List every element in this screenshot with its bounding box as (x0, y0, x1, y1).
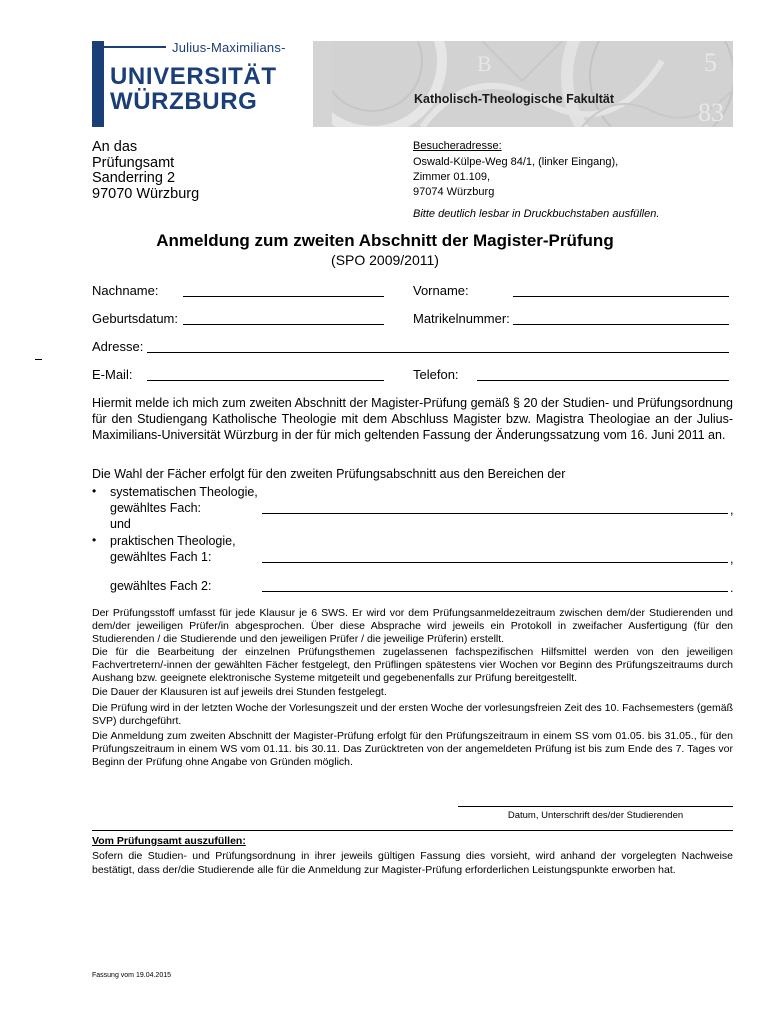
office-heading: Vom Prüfungsamt auszufüllen: (92, 835, 246, 847)
und-text: und (110, 517, 131, 531)
bullet-systematic: systematischen Theologie, (110, 485, 258, 499)
rule-duration: Die Dauer der Klausuren ist auf jeweils drei Stunden festgelegt. (92, 686, 387, 698)
fach2-label: gewähltes Fach 2: (110, 579, 212, 593)
bullet-dot: • (92, 484, 97, 498)
recipient-line4: 97070 Würzburg (92, 186, 200, 202)
office-text: Sofern die Studien- und Prüfungsordnung in ihrer jeweils gültigen Fassung dies vorsieht, wird anhand der vorgelegten Nachweise bestätigt, dass der/die Studierende alle für die Anmeldung zur Magister-Prüfung erforderlichen Leistungspunkte erworben hat. (92, 850, 733, 876)
form-subtitle: (SPO 2009/2011) (331, 252, 439, 268)
svg-text:5: 5 (704, 48, 717, 77)
geburtsdatum-label: Geburtsdatum: (92, 311, 178, 326)
version-footer: Fassung vom 19.04.2015 (92, 972, 171, 979)
signature-caption: Datum, Unterschrift des/der Studierenden (507, 810, 684, 821)
svg-text:B: B (477, 51, 492, 76)
rule-scope: Der Prüfungsstoff umfasst für jede Klausur je 6 SWS. Er wird vor dem Prüfungsanmeldezeitraum zwischen dem/der Studierenden und dem/der jeweiligen Prüfer/in abgesprochen. Über diese Absprache wird jeweils ein Protokoll in zweifacher Ausfertigung (für den Studierenden / die Studierende und den jeweiligen Prüfer / die jeweilige Prüferin) erstellt. (92, 607, 733, 645)
fach-field[interactable] (262, 513, 728, 514)
rule-aids: Die für die Bearbeitung der einzelnen Prüfungsthemen zugelassenen fachspezifischen Hilfsmittel werden von den jeweiligen Fachvertretern/-innen der gewählten Fächer festgelegt, den Prüflingen spätestens vier Wochen vor Beginn des Prüfungszeitraums durch Aushang bzw. geeignete elektronische Systeme mitgeteilt und gegebenenfalls zur Prüfung bereitgestellt. (92, 646, 733, 684)
telefon-label: Telefon: (413, 367, 459, 382)
margin-mark (35, 359, 42, 360)
email-label: E-Mail: (92, 367, 133, 382)
recipient-line2: Prüfungsamt (92, 155, 175, 171)
signature-field[interactable] (458, 806, 733, 807)
fach-comma: , (730, 503, 734, 517)
nachname-label: Nachname: (92, 283, 159, 298)
visitor-line1: Oswald-Külpe-Weg 84/1, (linker Eingang), (413, 156, 619, 168)
subject-choice-text: Die Wahl der Fächer erfolgt für den zweiten Prüfungsabschnitt aus den Bereichen der (92, 467, 566, 481)
fach1-field[interactable] (262, 562, 728, 563)
fill-instruction: Bitte deutlich lesbar in Druckbuchstaben ausfüllen. (413, 208, 660, 220)
geburtsdatum-field[interactable] (183, 324, 384, 325)
visitor-line2: Zimmer 01.109, (413, 171, 491, 183)
svg-text:83: 83 (698, 98, 724, 127)
email-field[interactable] (147, 380, 384, 381)
university-header (92, 41, 733, 127)
logo-line3: WÜRZBURG (110, 88, 258, 115)
fach2-field[interactable] (262, 591, 728, 592)
matrikelnummer-field[interactable] (513, 324, 729, 325)
form-title: Anmeldung zum zweiten Abschnitt der Magister-Prüfung (156, 231, 614, 250)
vorname-field[interactable] (513, 296, 729, 297)
fach1-label: gewähltes Fach 1: (110, 550, 212, 564)
visitor-heading: Besucheradresse: (413, 140, 502, 152)
nachname-field[interactable] (183, 296, 384, 297)
fach1-comma: , (730, 552, 734, 566)
university-seal-image (332, 41, 733, 127)
visitor-line3: 97074 Würzburg (413, 186, 495, 198)
rule-timing: Die Prüfung wird in der letzten Woche der Vorlesungszeit und der ersten Woche der vorlesungsfreien Zeit des 10. Fachsemesters (gemäß SVP) durchgeführt. (92, 702, 734, 727)
fach2-period: . (730, 581, 734, 595)
university-logo (92, 41, 313, 127)
bullet-dot: • (92, 533, 97, 547)
bullet-practical: praktischen Theologie, (110, 534, 236, 548)
fach-label: gewähltes Fach: (110, 501, 202, 515)
logo-line1: Julius-Maximilians- (172, 41, 286, 55)
recipient-line3: Sanderring 2 (92, 170, 176, 186)
declaration-text: Hiermit melde ich mich zum zweiten Abschnitt der Magister-Prüfung gemäß § 20 der Studien- und Prüfungsordnung für den Studiengang Katholische Theologie mit dem Abschluss Magister bzw. Magistra Theologiae an der Julius-Maximilians-Universität Würzburg in der für mich geltenden Fassung der Änderungssatzung vom 16. Juni 2011 an. (92, 396, 733, 442)
adresse-field[interactable] (147, 352, 729, 353)
telefon-field[interactable] (477, 380, 729, 381)
logo-line2: UNIVERSITÄT (110, 63, 277, 90)
office-divider (92, 830, 733, 831)
matrikelnummer-label: Matrikelnummer: (413, 311, 510, 326)
vorname-label: Vorname: (413, 283, 469, 298)
rule-registration: Die Anmeldung zum zweiten Abschnitt der Magister-Prüfung erfolgt für den Prüfungszeitraum in einem SS vom 01.05. bis 31.05., für den Prüfungszeitraum in einem WS vom 01.11. bis 30.11. Das Zurücktreten von der angemeldeten Prüfung ist bis zum Ende des 7. Tages vor Beginn der Prüfung ohne Angabe von Gründen möglich. (92, 730, 733, 768)
adresse-label: Adresse: (92, 339, 144, 354)
recipient-line1: An das (92, 139, 138, 155)
faculty-name: Katholisch-Theologische Fakultät (414, 92, 615, 106)
